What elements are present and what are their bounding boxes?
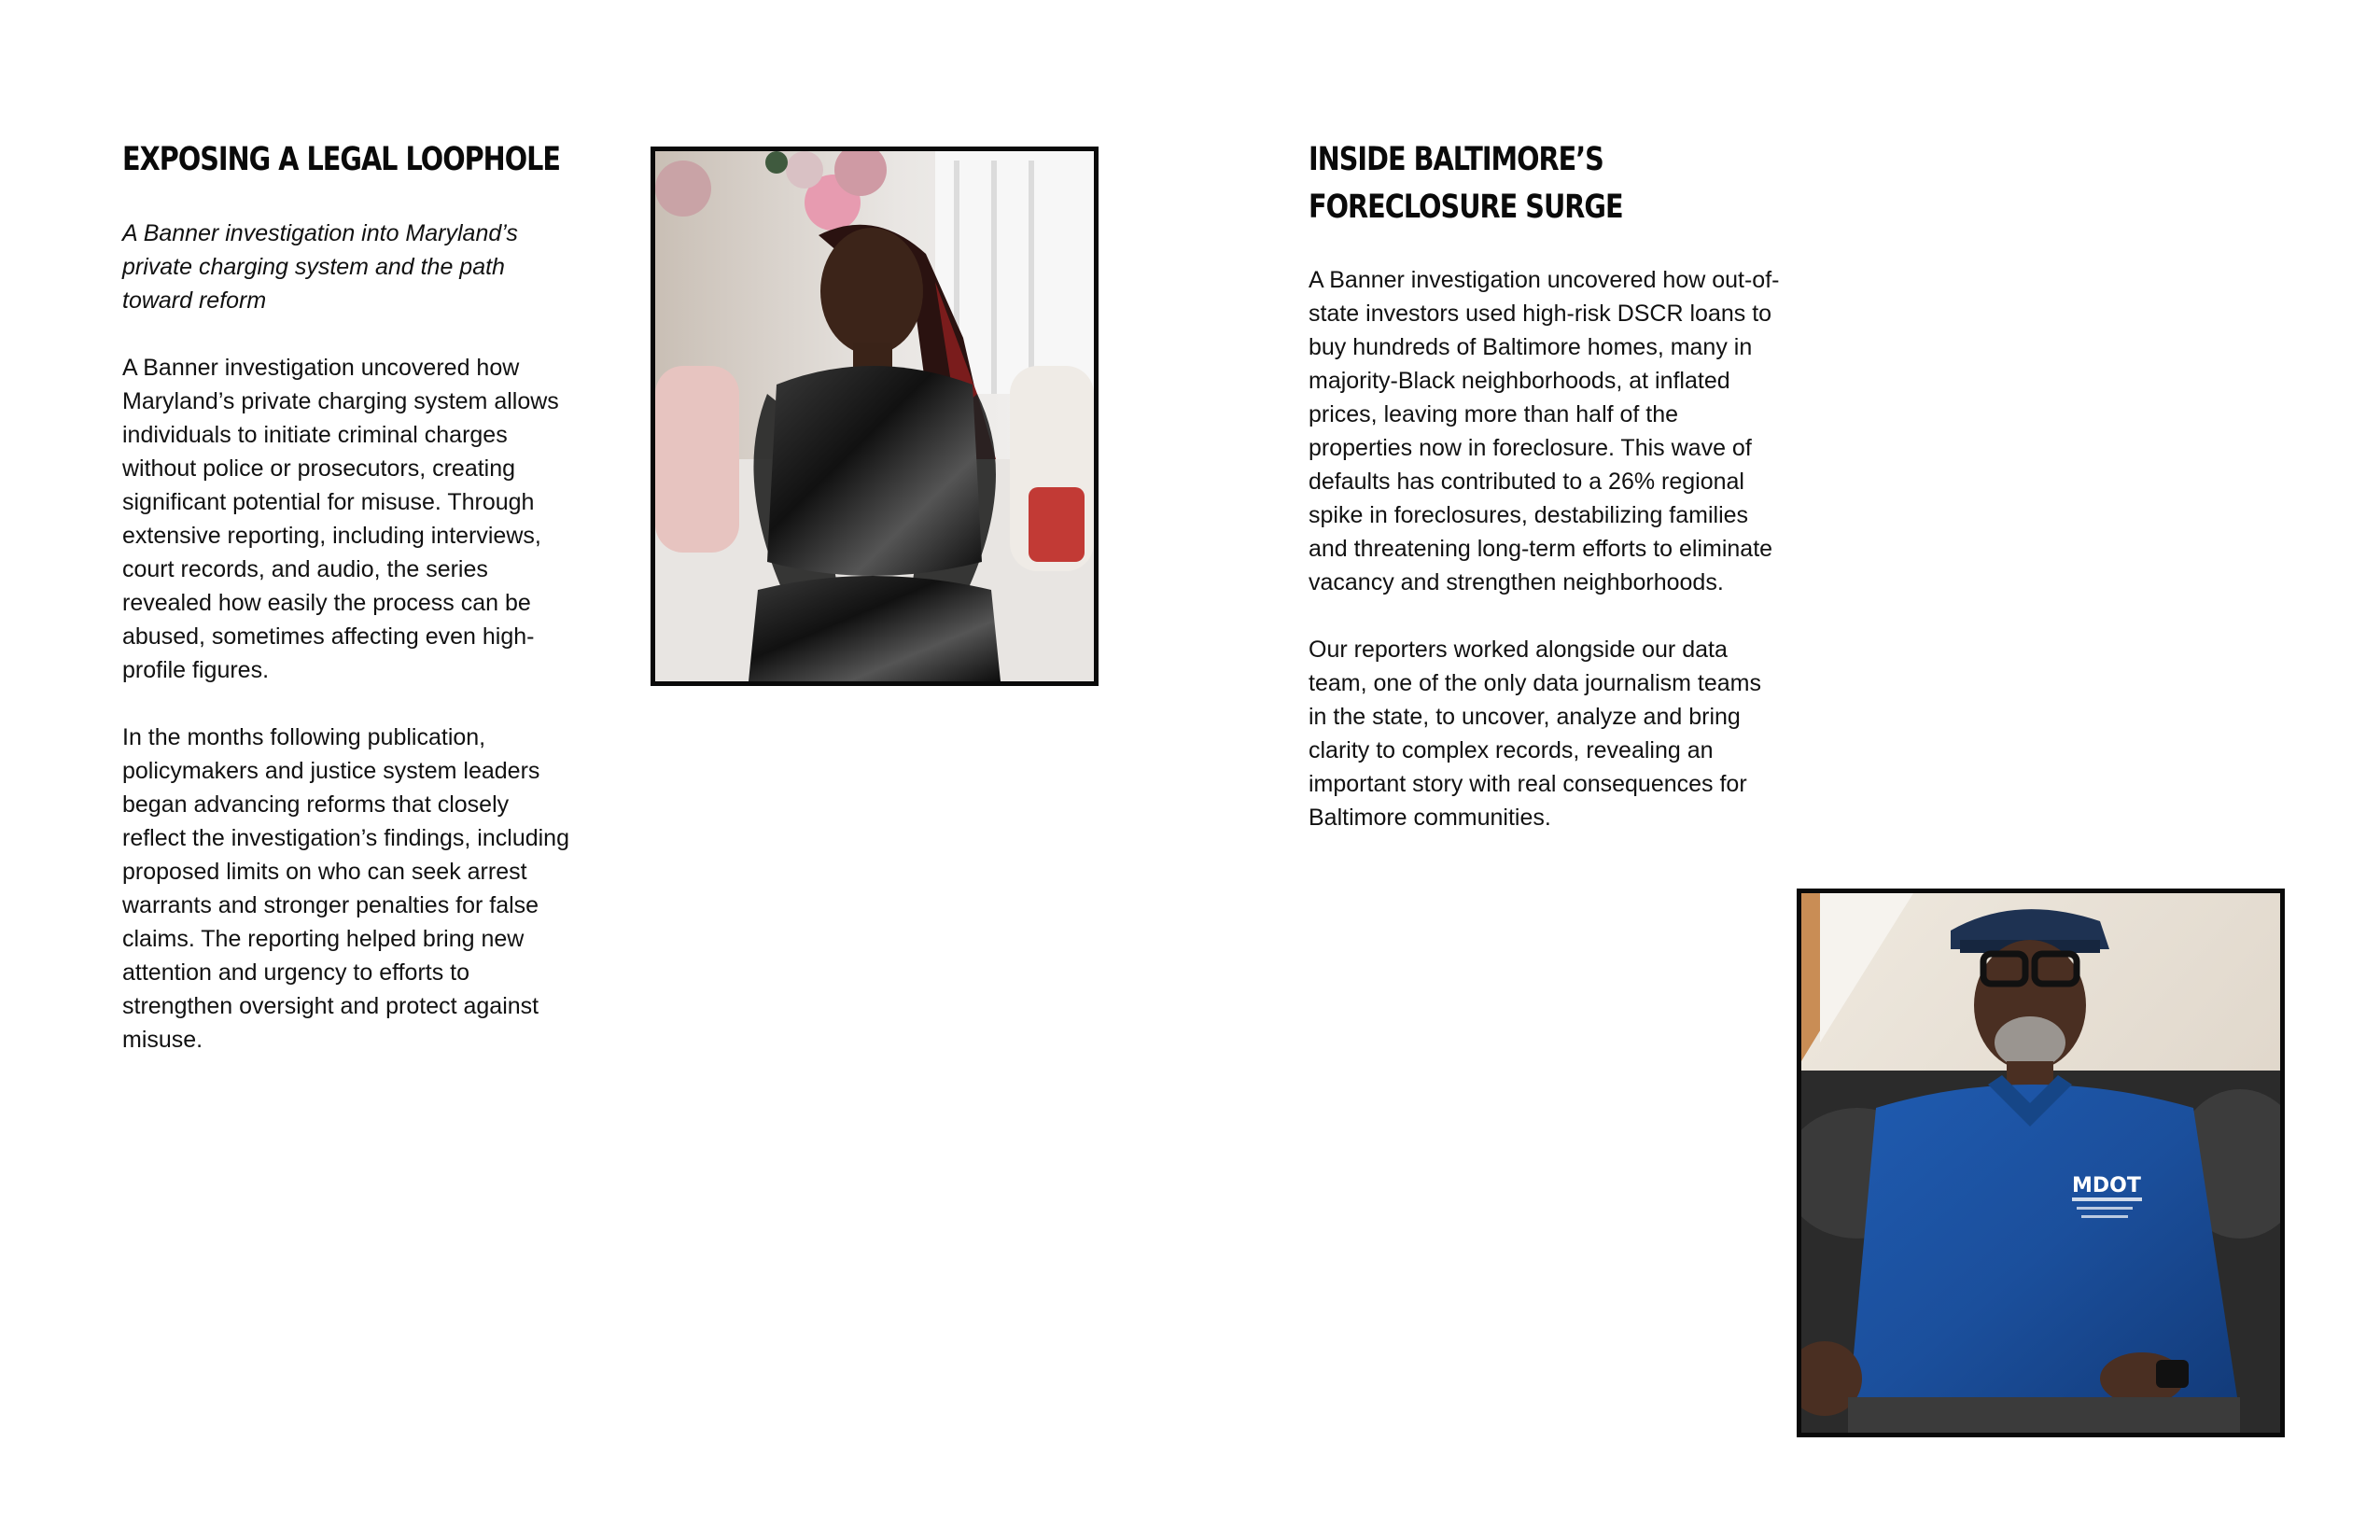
right-story-title [1309, 136, 1623, 231]
right-story-title-line-1: INSIDE BALTIMORE’S [1309, 141, 1603, 178]
left-story-paragraph-1: A Banner investigation uncovered how Maryland’s private charging system allows individuals to initiate criminal charges without police or prosecutors, creating significant potential for misuse. Through extensive reporting, including interviews, court records, and audio, the series revealed how easily the process can be abused, sometimes affecting even high-profile figures. [122, 355, 559, 683]
seated-man-image [1801, 893, 2280, 1433]
right-story-body [1309, 263, 1780, 868]
right-story-paragraph-2: Our reporters worked alongside our data team, one of the only data journalism teams in the state, to uncover, analyze and bring clarity to complex records, revealing an important story with real consequences for Baltimore communities. [1309, 637, 1761, 831]
left-story-title: EXPOSING A LEGAL LOOPHOLE [122, 141, 561, 178]
left-story-paragraph-2: In the months following publication, policymakers and justice system leaders began advancing reforms that closely reflect the investigation’s findings, including proposed limits on who can seek arrest warrants and stronger penalties for false claims. The reporting helped bring new attention and urgency to efforts to strengthen oversight and protect against misuse. [122, 724, 569, 1053]
man-portrait-photo [1797, 889, 2285, 1437]
left-story-body [122, 351, 572, 1090]
shirt-badge-text: MDOT [2072, 1174, 2141, 1197]
right-story-title-line-2: FORECLOSURE SURGE [1309, 189, 1623, 226]
seated-woman-image [655, 151, 1094, 681]
woman-portrait-photo [651, 147, 1099, 686]
right-story-paragraph-1: A Banner investigation uncovered how out-of-state investors used high-risk DSCR loans to buy hundreds of Baltimore homes, many in majority-Black neighborhoods, at inflated prices, leaving more than half of the properties now in foreclosure. This wave of defaults has contributed to a 26% regional spike in foreclosures, destabilizing families and threatening long-term efforts to eliminate vacancy and strengthen neighborhoods. [1309, 267, 1780, 595]
left-story-subtitle: A Banner investigation into Maryland’s private charging system and the path toward reform [122, 220, 518, 314]
